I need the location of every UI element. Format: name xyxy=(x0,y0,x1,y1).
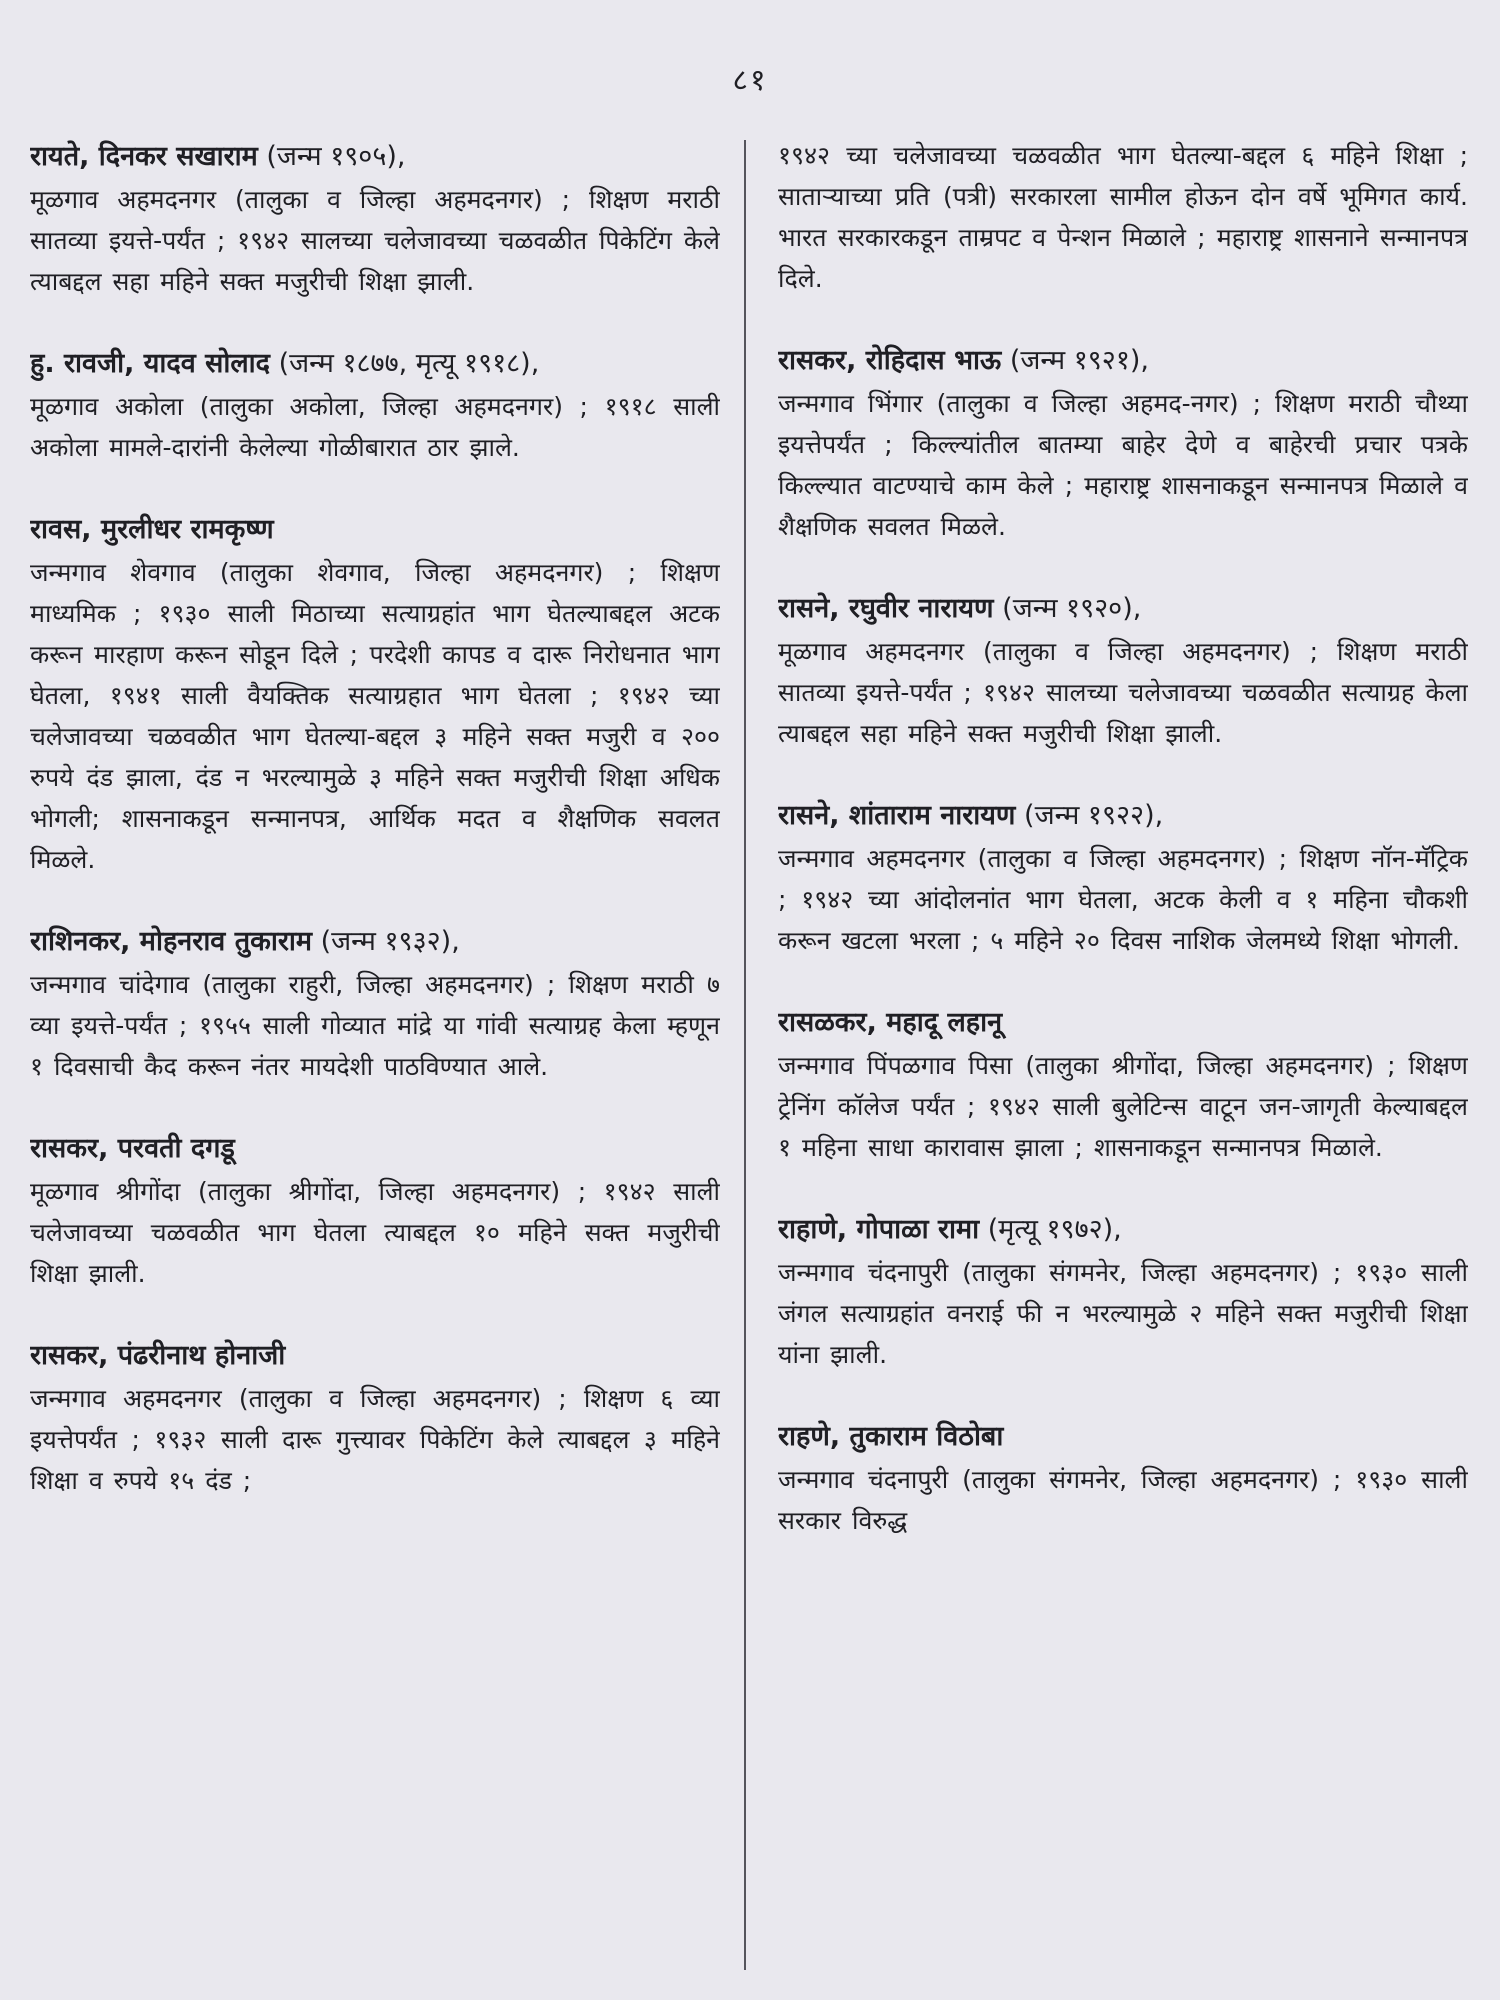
entry-meta: (जन्म १८७७, मृत्यू १९१८), xyxy=(270,348,540,379)
entry-heading xyxy=(30,135,720,179)
entry-body: मूळगाव अहमदनगर (तालुका व जिल्हा अहमदनगर) ; शिक्षण मराठी सातव्या इयत्ते-पर्यंत ; १९४२ सालच्या चलेजावच्या चळवळीत पिकेटिंग केले त्याबद्दल सहा महिने सक्त मजुरीची शिक्षा झाली. xyxy=(30,185,720,296)
entry xyxy=(778,794,1468,961)
entry-name: रासकर, पंढरीनाथ होनाजी xyxy=(30,1340,286,1371)
entry-heading xyxy=(778,339,1468,383)
entry xyxy=(30,920,720,1087)
entry xyxy=(778,339,1468,547)
entry-heading xyxy=(778,1001,1468,1045)
entry-body: जन्मगाव पिंपळगाव पिसा (तालुका श्रीगोंदा, जिल्हा अहमदनगर) ; शिक्षण ट्रेनिंग कॉलेज पर्यंत ; १९४२ साली बुलेटिन्स वाटून जन-जागृती केल्याबद्दल १ महिना साधा कारावास झाला ; शासनाकडून सन्मानपत्र मिळाले. xyxy=(778,1051,1468,1162)
entry-name: रासने, शांताराम नारायण xyxy=(778,800,1016,831)
entry-heading xyxy=(30,1127,720,1171)
entry-body: जन्मगाव शेवगाव (तालुका शेवगाव, जिल्हा अहमदनगर) ; शिक्षण माध्यमिक ; १९३० साली मिठाच्या सत्याग्रहांत भाग घेतल्याबद्दल अटक करून मारहाण करून सोडून दिले ; परदेशी कापड व दारू निरोधनात भाग घेतला, १९४१ साली वैयक्तिक सत्याग्रहात भाग घेतला ; १९४२ च्या चलेजावच्या चळवळीत भाग घेतल्या-बद्दल ३ महिने सक्त मजुरी व २०० रुपये दंड झाला, दंड न भरल्यामुळे ३ महिने सक्त मजुरीची शिक्षा अधिक भोगली; शासनाकडून सन्मानपत्र, आर्थिक मदत व शैक्षणिक सवलत मिळले. xyxy=(30,558,720,874)
entry-name: रासने, रघुवीर नारायण xyxy=(778,593,994,624)
column-divider xyxy=(744,140,746,1970)
page-number: ८१ xyxy=(732,63,768,98)
entry xyxy=(30,1127,720,1294)
entry-name: रायते, दिनकर सखाराम xyxy=(30,141,258,172)
entry-body: जन्मगाव चांदेगाव (तालुका राहुरी, जिल्हा अहमदनगर) ; शिक्षण मराठी ७ व्या इयत्ते-पर्यंत ; १९५५ साली गोव्यात मांद्रे या गांवी सत्याग्रह केला म्हणून १ दिवसाची कैद करून नंतर मायदेशी पाठविण्यात आले. xyxy=(30,970,720,1081)
entry-name: राहणे, तुकाराम विठोबा xyxy=(778,1421,1004,1452)
entry-heading xyxy=(778,587,1468,631)
entry xyxy=(778,1415,1468,1541)
entry-body: जन्मगाव चंदनापुरी (तालुका संगमनेर, जिल्हा अहमदनगर) ; १९३० साली जंगल सत्याग्रहांत वनराई फी न भरल्यामुळे २ महिने सक्त मजुरीची शिक्षा यांना झाली. xyxy=(778,1258,1468,1369)
entry-name: रासळकर, महादू लहानू xyxy=(778,1007,1003,1038)
entry xyxy=(778,1208,1468,1375)
entry-meta: (जन्म १९३२), xyxy=(312,926,460,957)
entry-body: मूळगाव अकोला (तालुका अकोला, जिल्हा अहमदनगर) ; १९१८ साली अकोला मामले-दारांनी केलेल्या गोळीबारात ठार झाले. xyxy=(30,392,720,462)
entry-body: जन्मगाव चंदनापुरी (तालुका संगमनेर, जिल्हा अहमदनगर) ; १९३० साली सरकार विरुद्ध xyxy=(778,1465,1468,1535)
entry-heading xyxy=(778,1415,1468,1459)
entry-heading xyxy=(30,920,720,964)
entry xyxy=(778,587,1468,754)
entry-body: जन्मगाव अहमदनगर (तालुका व जिल्हा अहमदनगर) ; शिक्षण नॉन-मॅट्रिक ; १९४२ च्या आंदोलनांत भाग घेतला, अटक केली व १ महिना चौकशी करून खटला भरला ; ५ महिने २० दिवस नाशिक जेलमध्ये शिक्षा भोगली. xyxy=(778,844,1468,955)
entry-heading xyxy=(30,1334,720,1378)
left-column xyxy=(30,135,720,1985)
entry-name: हु. रावजी, यादव सोलाद xyxy=(30,348,271,379)
entry xyxy=(30,342,720,468)
entry xyxy=(30,1334,720,1501)
entry xyxy=(778,1001,1468,1168)
entry-heading xyxy=(778,794,1468,838)
entry xyxy=(778,135,1468,299)
entry-meta: (जन्म १९०५), xyxy=(257,141,406,172)
entry-name: रासकर, रोहिदास भाऊ xyxy=(778,345,1002,376)
entry-meta: (मृत्यू १९७२), xyxy=(979,1214,1122,1245)
entry-body: जन्मगाव भिंगार (तालुका व जिल्हा अहमद-नगर) ; शिक्षण मराठी चौथ्या इयत्तेपर्यंत ; किल्ल्यांतील बातम्या बाहेर देणे व बाहेरची प्रचार पत्रके किल्ल्यात वाटण्याचे काम केले ; महाराष्ट्र शासनाकडून सन्मानपत्र मिळाले व शैक्षणिक सवलत मिळले. xyxy=(778,389,1468,541)
entry xyxy=(30,508,720,880)
entry-body: मूळगाव श्रीगोंदा (तालुका श्रीगोंदा, जिल्हा अहमदनगर) ; १९४२ साली चलेजावच्या चळवळीत भाग घेतला त्याबद्दल १० महिने सक्त मजुरीची शिक्षा झाली. xyxy=(30,1177,720,1288)
entry-name: राहाणे, गोपाळा रामा xyxy=(778,1214,980,1245)
entry-heading xyxy=(30,508,720,552)
entry-body: १९४२ च्या चलेजावच्या चळवळीत भाग घेतल्या-बद्दल ६ महिने शिक्षा ; साताऱ्याच्या प्रति (पत्री) सरकारला सामील होऊन दोन वर्षे भूमिगत कार्य. भारत सरकारकडून ताम्रपट व पेन्शन मिळाले ; महाराष्ट्र शासनाने सन्मानपत्र दिले. xyxy=(778,141,1468,293)
entry-meta: (जन्म १९२२), xyxy=(1015,800,1164,831)
entry-heading xyxy=(30,342,720,386)
entry-name: रावस, मुरलीधर रामकृष्ण xyxy=(30,514,274,545)
entry-body: मूळगाव अहमदनगर (तालुका व जिल्हा अहमदनगर) ; शिक्षण मराठी सातव्या इयत्ते-पर्यंत ; १९४२ सालच्या चलेजावच्या चळवळीत सत्याग्रह केला त्याबद्दल सहा महिने सक्त मजुरीची शिक्षा झाली. xyxy=(778,637,1468,748)
entry-name: रासकर, परवती दगडू xyxy=(30,1133,235,1164)
entry-name: राशिनकर, मोहनराव तुकाराम xyxy=(30,926,313,957)
entry xyxy=(30,135,720,302)
right-column xyxy=(778,135,1468,1985)
entry-meta: (जन्म १९२१), xyxy=(1001,345,1149,376)
entry-heading xyxy=(778,1208,1468,1252)
entry-meta: (जन्म १९२०), xyxy=(993,593,1142,624)
entry-body: जन्मगाव अहमदनगर (तालुका व जिल्हा अहमदनगर) ; शिक्षण ६ व्या इयत्तेपर्यंत ; १९३२ साली दारू गुत्त्यावर पिकेटिंग केले त्याबद्दल ३ महिने शिक्षा व रुपये १५ दंड ; xyxy=(30,1384,720,1495)
